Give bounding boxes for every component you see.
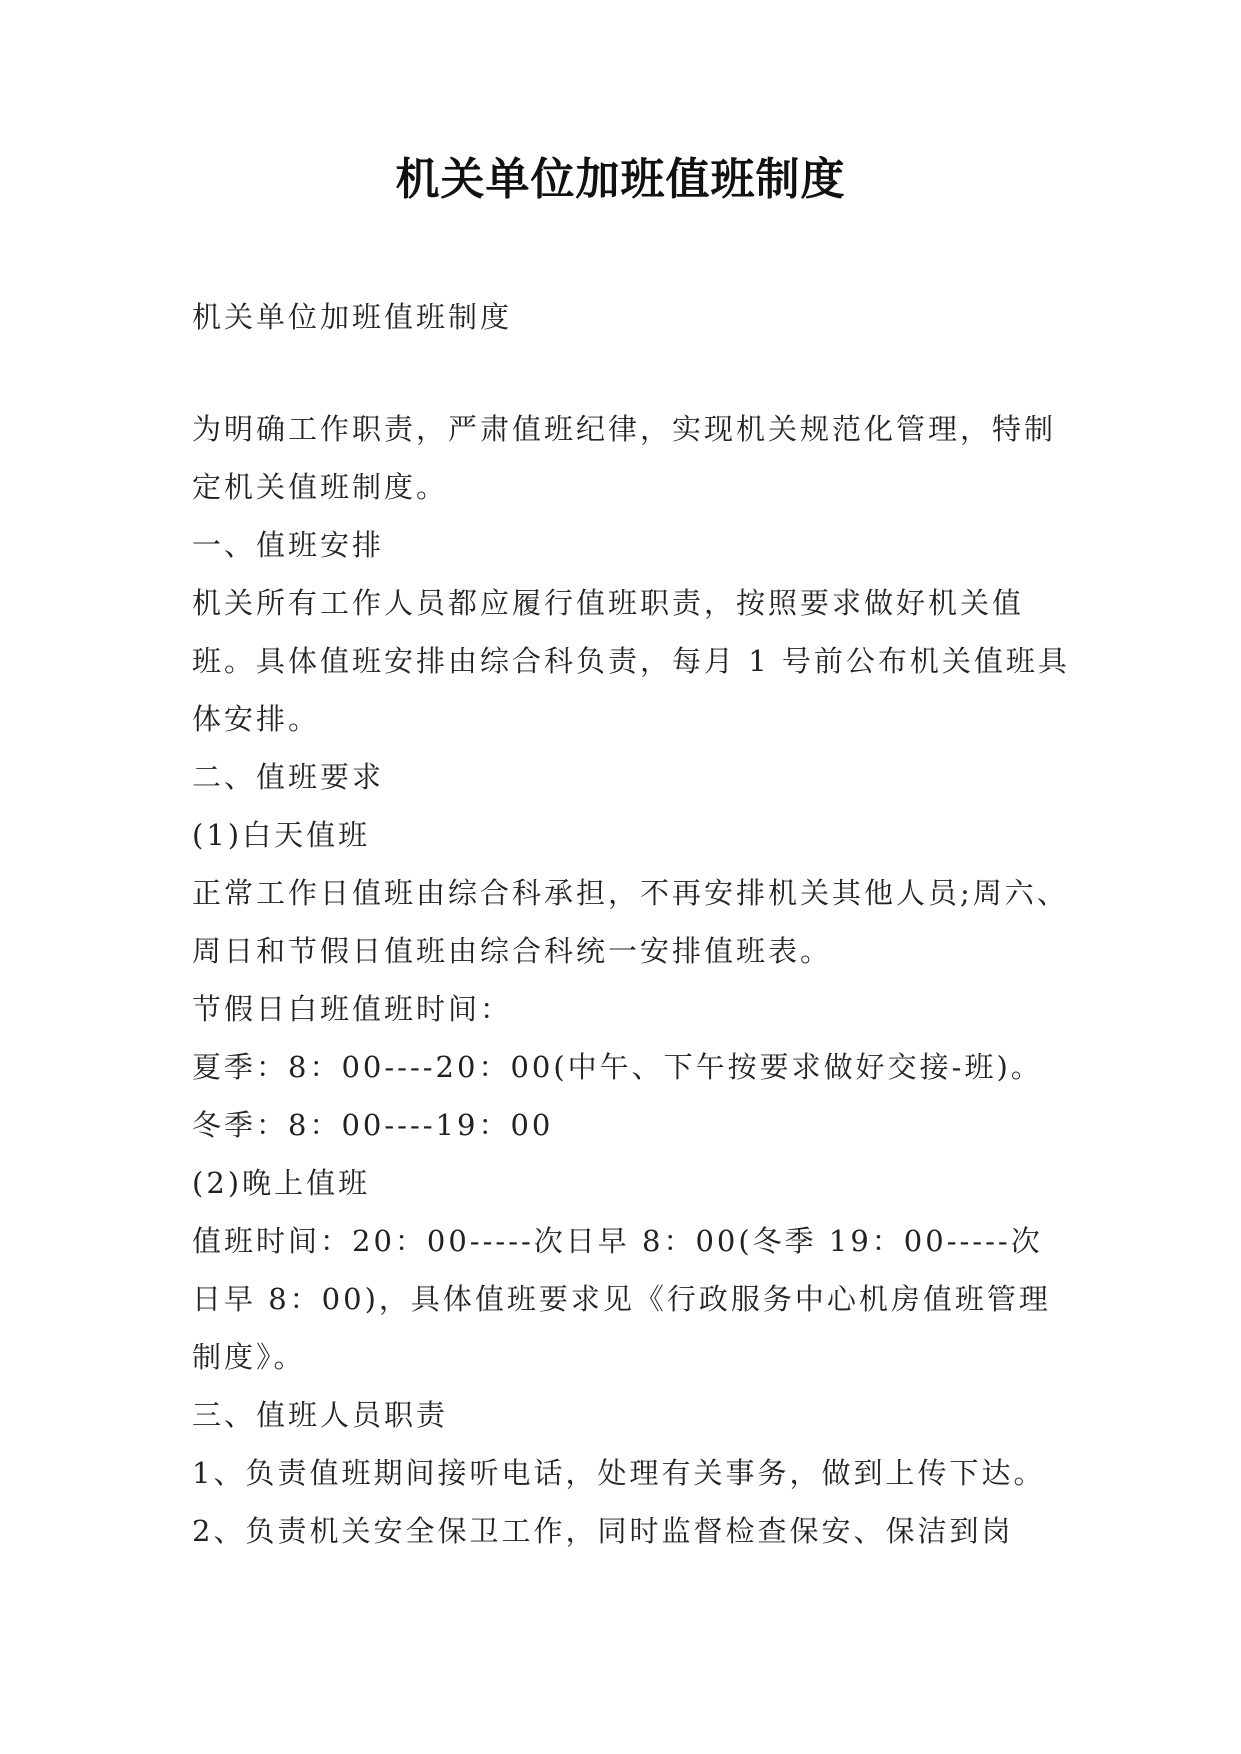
paragraph-responsibility-2: 2、负责机关安全保卫工作，同时监督检查保安、保洁到岗 [192,1514,1014,1548]
section-heading-duty-arrangement: 一、值班安排 [192,528,385,562]
subheading-night-duty: (2)晚上值班 [192,1166,371,1200]
paragraph-intro: 为明确工作职责，严肃值班纪律，实现机关规范化管理，特制定机关值班制度。 [192,412,1057,504]
document-subtitle: 机关单位加班值班制度 [192,300,513,334]
paragraph-day-duty: 正常工作日值班由综合科承担，不再安排机关其他人员;周六、周日和节假日值班由综合科统一安排值班表。 [192,876,1069,968]
paragraph-summer-hours: 夏季：8：00----20：00(中午、下午按要求做好交接-班)。 [192,1050,1043,1084]
paragraph-night-duty: 值班时间：20：00-----次日早 8：00(冬季 19：00-----次日早 8：00)，具体值班要求见《行政服务中心机房值班管理制度》。 [192,1224,1051,1374]
section-heading-duty-requirements: 二、值班要求 [192,760,385,794]
document-body [192,400,1072,1560]
paragraph-winter-hours: 冬季：8：00----19：00 [192,1108,554,1142]
paragraph-holiday-hours-label: 节假日白班值班时间： [192,992,513,1026]
paragraph-duty-arrangement: 机关所有工作人员都应履行值班职责，按照要求做好机关值班。具体值班安排由综合科负责，每月 1 号前公布机关值班具体安排。 [192,586,1070,736]
paragraph-responsibility-1: 1、负责值班期间接听电话，处理有关事务，做到上传下达。 [192,1456,1046,1490]
document-title: 机关单位加班值班制度 [395,154,846,205]
section-heading-duty-responsibilities: 三、值班人员职责 [192,1398,449,1432]
subheading-day-duty: (1)白天值班 [192,818,371,852]
